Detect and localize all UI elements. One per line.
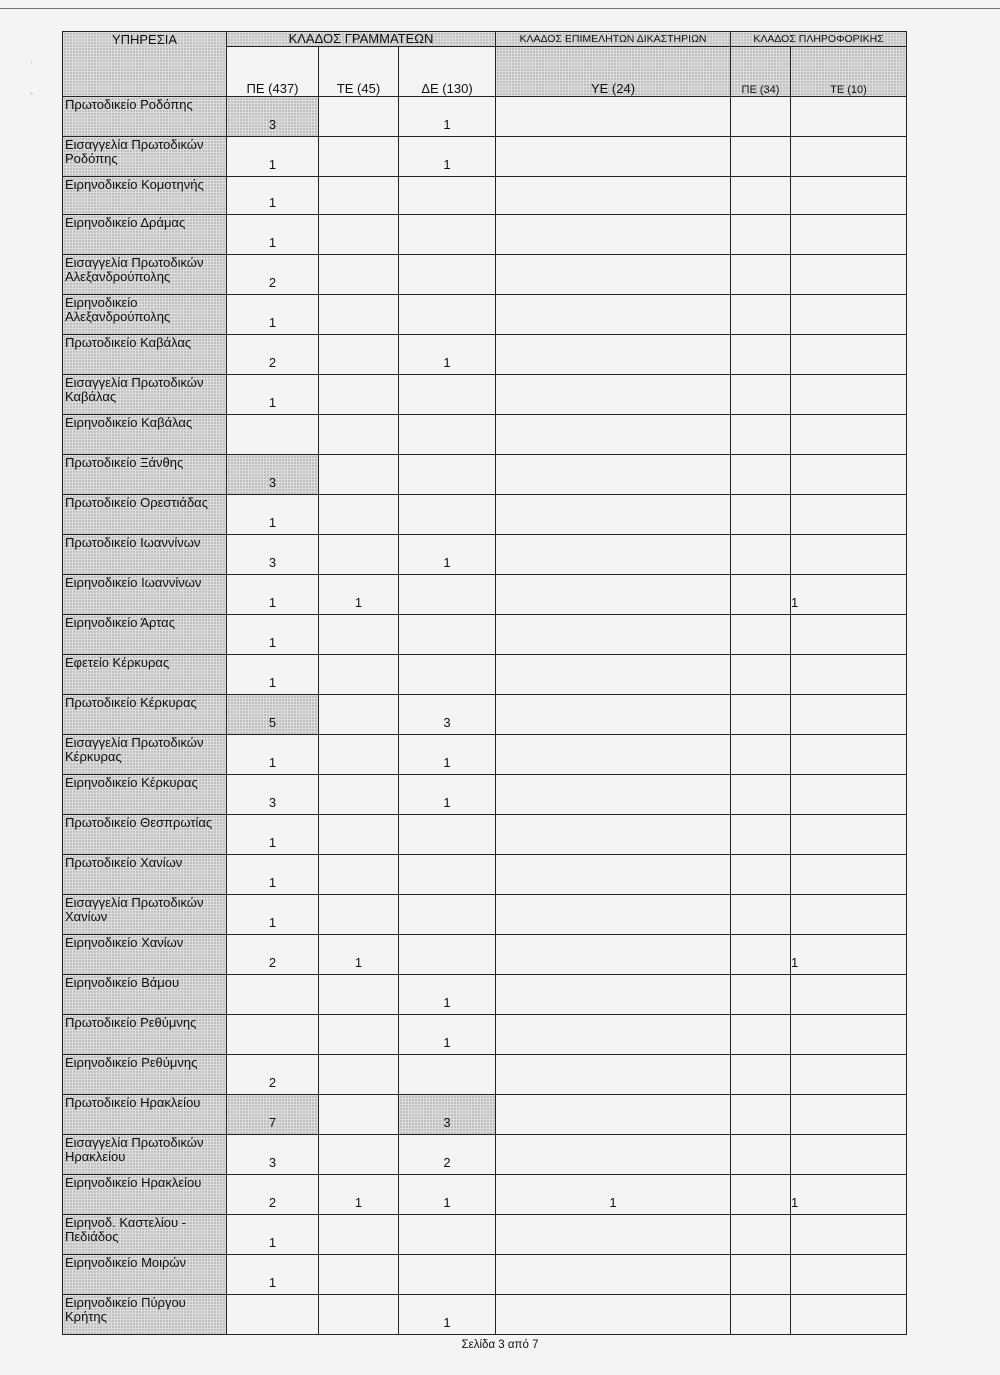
table-row <box>63 295 907 335</box>
cell-te <box>319 1295 399 1335</box>
row-service-name: Ειρηνοδικείο Καβάλας <box>63 415 227 455</box>
table-row <box>63 535 907 575</box>
cell-pe: 2 <box>227 935 319 975</box>
cell-te <box>319 495 399 535</box>
cell-pe: 1 <box>227 615 319 655</box>
cell-te <box>319 535 399 575</box>
row-service-name: Ειρηνοδ. Καστελίου - Πεδιάδος <box>63 1215 227 1255</box>
cell-te <box>319 1215 399 1255</box>
cell-it-te <box>791 895 907 935</box>
cell-de: 1 <box>399 97 496 137</box>
row-service-name: Ειρηνοδικείο Μοιρών <box>63 1255 227 1295</box>
table-row <box>63 735 907 775</box>
scan-mark: - <box>30 88 33 98</box>
row-service-name: Εισαγγελία Πρωτοδικών Αλεξανδρούπολης <box>63 255 227 295</box>
cell-ye <box>496 615 731 655</box>
cell-pe: 1 <box>227 575 319 615</box>
cell-te <box>319 215 399 255</box>
cell-te <box>319 695 399 735</box>
cell-it-pe: 1 <box>731 1175 791 1215</box>
table-row <box>63 975 907 1015</box>
row-service-name: Πρωτοδικείο Ρεθύμνης <box>63 1015 227 1055</box>
cell-ye <box>496 855 731 895</box>
cell-te <box>319 775 399 815</box>
row-service-name: Εφετείο Κέρκυρας <box>63 655 227 695</box>
cell-it-te <box>791 1055 907 1095</box>
cell-it-te <box>791 1295 907 1335</box>
cell-de <box>399 495 496 535</box>
cell-it-te <box>791 415 907 455</box>
row-service-name: Πρωτοδικείο Ξάνθης <box>63 455 227 495</box>
cell-it-pe <box>731 655 791 695</box>
cell-it-te <box>791 655 907 695</box>
cell-de <box>399 615 496 655</box>
cell-de: 1 <box>399 1295 496 1335</box>
row-service-name: Ειρηνοδικείο Ηρακλείου <box>63 1175 227 1215</box>
cell-de <box>399 815 496 855</box>
row-service-name: Πρωτοδικείο Ροδόπης <box>63 97 227 137</box>
cell-it-pe <box>731 1295 791 1335</box>
cell-te: 1 <box>319 1175 399 1215</box>
cell-ye <box>496 975 731 1015</box>
table-row <box>63 137 907 177</box>
cell-te <box>319 1135 399 1175</box>
row-service-name: Ειρηνοδικείο Δράμας <box>63 215 227 255</box>
cell-it-pe <box>731 215 791 255</box>
cell-ye <box>496 455 731 495</box>
cell-de <box>399 177 496 215</box>
table-row <box>63 1015 907 1055</box>
cell-de <box>399 295 496 335</box>
cell-te: 1 <box>319 575 399 615</box>
table-row <box>63 375 907 415</box>
header-group-secretaries: ΚΛΑΔΟΣ ΓΡΑΜΜΑΤΕΩΝ <box>227 32 496 47</box>
cell-pe: 1 <box>227 855 319 895</box>
cell-it-te <box>791 495 907 535</box>
cell-it-te <box>791 455 907 495</box>
cell-te <box>319 335 399 375</box>
header-col-it-pe: ΠΕ (34) <box>731 47 791 97</box>
header-col-te: ΤΕ (45) <box>319 47 399 97</box>
header-group-bailiffs: ΚΛΑΔΟΣ ΕΠΙΜΕΛΗΤΩΝ ΔΙΚΑΣΤΗΡΙΩΝ <box>496 32 731 47</box>
cell-pe: 1 <box>227 1255 319 1295</box>
cell-de <box>399 255 496 295</box>
header-col-ye: ΥΕ (24) <box>496 47 731 97</box>
cell-it-pe <box>731 375 791 415</box>
cell-it-te <box>791 695 907 735</box>
cell-de: 1 <box>399 975 496 1015</box>
cell-it-te <box>791 615 907 655</box>
cell-it-pe <box>731 177 791 215</box>
cell-it-te <box>791 335 907 375</box>
cell-pe: 1 <box>227 735 319 775</box>
row-service-name: Ειρηνοδικείο Ιωαννίνων <box>63 575 227 615</box>
cell-pe: 5 <box>227 695 319 735</box>
row-service-name: Ειρηνοδικείο Αλεξανδρούπολης <box>63 295 227 335</box>
table-row <box>63 415 907 455</box>
cell-de <box>399 1055 496 1095</box>
row-service-name: Ειρηνοδικείο Ρεθύμνης <box>63 1055 227 1095</box>
cell-te <box>319 1095 399 1135</box>
row-service-name: Εισαγγελία Πρωτοδικών Ροδόπης <box>63 137 227 177</box>
cell-te <box>319 815 399 855</box>
cell-de: 1 <box>399 335 496 375</box>
cell-it-te <box>791 935 907 975</box>
cell-te <box>319 655 399 695</box>
cell-te: 1 <box>319 935 399 975</box>
row-service-name: Πρωτοδικείο Θεσπρωτίας <box>63 815 227 855</box>
cell-it-pe <box>731 1255 791 1295</box>
cell-te <box>319 735 399 775</box>
cell-it-te <box>791 1095 907 1135</box>
cell-ye <box>496 735 731 775</box>
cell-de <box>399 375 496 415</box>
cell-ye <box>496 815 731 855</box>
cell-it-pe <box>731 495 791 535</box>
cell-pe: 1 <box>227 177 319 215</box>
cell-te <box>319 895 399 935</box>
cell-it-te <box>791 815 907 855</box>
table-row <box>63 255 907 295</box>
row-service-name: Ειρηνοδικείο Άρτας <box>63 615 227 655</box>
page-top-rule <box>0 8 1000 9</box>
table-row <box>63 215 907 255</box>
cell-it-te <box>791 775 907 815</box>
cell-ye <box>496 335 731 375</box>
cell-pe: 1 <box>227 215 319 255</box>
cell-it-te <box>791 1135 907 1175</box>
cell-ye <box>496 215 731 255</box>
cell-ye <box>496 935 731 975</box>
cell-de <box>399 415 496 455</box>
cell-it-te <box>791 215 907 255</box>
cell-it-pe <box>731 97 791 137</box>
cell-it-pe <box>731 1215 791 1255</box>
cell-pe <box>227 1295 319 1335</box>
cell-it-pe <box>731 255 791 295</box>
cell-de: 1 <box>399 735 496 775</box>
cell-de: 1 <box>399 775 496 815</box>
cell-pe: 3 <box>227 775 319 815</box>
cell-de <box>399 935 496 975</box>
cell-te <box>319 97 399 137</box>
cell-pe: 1 <box>227 375 319 415</box>
table-row <box>63 575 907 615</box>
cell-ye <box>496 1055 731 1095</box>
row-service-name: Πρωτοδικείο Καβάλας <box>63 335 227 375</box>
cell-it-te <box>791 375 907 415</box>
cell-it-te <box>791 575 907 615</box>
row-service-name: Εισαγγελία Πρωτοδικών Χανίων <box>63 895 227 935</box>
header-col-it-te: ΤΕ (10) <box>791 47 907 97</box>
table-row <box>63 335 907 375</box>
cell-it-pe <box>731 137 791 177</box>
table-row <box>63 695 907 735</box>
cell-de <box>399 575 496 615</box>
cell-pe: 7 <box>227 1095 319 1135</box>
row-service-name: Ειρηνοδικείο Χανίων <box>63 935 227 975</box>
cell-ye <box>496 1095 731 1135</box>
table-row <box>63 935 907 975</box>
cell-de <box>399 215 496 255</box>
cell-ye <box>496 1135 731 1175</box>
row-service-name: Πρωτοδικείο Κέρκυρας <box>63 695 227 735</box>
row-service-name: Ειρηνοδικείο Κέρκυρας <box>63 775 227 815</box>
cell-de: 1 <box>399 137 496 177</box>
cell-ye <box>496 177 731 215</box>
cell-pe: 3 <box>227 455 319 495</box>
cell-ye <box>496 775 731 815</box>
row-service-name: Ειρηνοδικείο Κομοτηνής <box>63 177 227 215</box>
cell-it-te <box>791 1015 907 1055</box>
cell-it-te <box>791 97 907 137</box>
table-row <box>63 455 907 495</box>
row-service-name: Εισαγγελία Πρωτοδικών Καβάλας <box>63 375 227 415</box>
cell-de <box>399 855 496 895</box>
header-service: ΥΠΗΡΕΣΙΑ <box>63 32 227 97</box>
cell-ye <box>496 97 731 137</box>
cell-it-pe: 1 <box>731 575 791 615</box>
cell-te <box>319 415 399 455</box>
scan-mark: · <box>30 57 33 67</box>
cell-te <box>319 455 399 495</box>
cell-pe: 1 <box>227 495 319 535</box>
table-row <box>63 1055 907 1095</box>
cell-te <box>319 615 399 655</box>
cell-ye: 1 <box>496 1175 731 1215</box>
cell-ye <box>496 375 731 415</box>
cell-pe: 2 <box>227 1055 319 1095</box>
cell-de <box>399 1215 496 1255</box>
cell-it-pe <box>731 735 791 775</box>
cell-it-pe <box>731 815 791 855</box>
cell-pe: 1 <box>227 815 319 855</box>
header-col-de: ΔΕ (130) <box>399 47 496 97</box>
table-row <box>63 177 907 215</box>
cell-it-pe <box>731 975 791 1015</box>
cell-te <box>319 1015 399 1055</box>
cell-ye <box>496 255 731 295</box>
cell-it-pe: 1 <box>731 935 791 975</box>
cell-it-te <box>791 535 907 575</box>
cell-it-pe <box>731 1135 791 1175</box>
cell-ye <box>496 1255 731 1295</box>
cell-it-pe <box>731 335 791 375</box>
row-service-name: Πρωτοδικείο Ηρακλείου <box>63 1095 227 1135</box>
cell-pe: 2 <box>227 1175 319 1215</box>
table-row <box>63 1255 907 1295</box>
cell-te <box>319 375 399 415</box>
cell-pe: 1 <box>227 137 319 177</box>
cell-ye <box>496 495 731 535</box>
cell-it-te <box>791 255 907 295</box>
cell-it-pe <box>731 1095 791 1135</box>
header-col-pe: ΠΕ (437) <box>227 47 319 97</box>
cell-pe: 2 <box>227 335 319 375</box>
cell-te <box>319 137 399 177</box>
cell-it-te <box>791 137 907 177</box>
vacancies-table <box>62 31 907 1335</box>
row-service-name: Ειρηνοδικείο Πύργου Κρήτης <box>63 1295 227 1335</box>
cell-it-te <box>791 1175 907 1215</box>
table-row <box>63 1135 907 1175</box>
table-row <box>63 1295 907 1335</box>
cell-ye <box>496 575 731 615</box>
cell-de: 1 <box>399 535 496 575</box>
cell-it-te <box>791 735 907 775</box>
row-service-name: Εισαγγελία Πρωτοδικών Κέρκυρας <box>63 735 227 775</box>
cell-it-pe <box>731 775 791 815</box>
cell-pe: 2 <box>227 255 319 295</box>
row-service-name: Πρωτοδικείο Ιωαννίνων <box>63 535 227 575</box>
cell-it-pe <box>731 455 791 495</box>
cell-it-pe <box>731 1015 791 1055</box>
cell-pe: 3 <box>227 97 319 137</box>
cell-de: 3 <box>399 695 496 735</box>
table-row <box>63 97 907 137</box>
row-service-name: Πρωτοδικείο Χανίων <box>63 855 227 895</box>
cell-it-te <box>791 855 907 895</box>
cell-te <box>319 295 399 335</box>
cell-te <box>319 255 399 295</box>
cell-it-pe <box>731 415 791 455</box>
cell-it-te <box>791 177 907 215</box>
cell-de: 1 <box>399 1175 496 1215</box>
row-service-name: Ειρηνοδικείο Βάμου <box>63 975 227 1015</box>
cell-ye <box>496 1215 731 1255</box>
cell-de <box>399 1255 496 1295</box>
cell-ye <box>496 1015 731 1055</box>
cell-de: 2 <box>399 1135 496 1175</box>
cell-pe: 3 <box>227 535 319 575</box>
cell-te <box>319 1055 399 1095</box>
cell-it-pe <box>731 535 791 575</box>
cell-pe: 1 <box>227 295 319 335</box>
cell-de <box>399 655 496 695</box>
row-service-name: Πρωτοδικείο Ορεστιάδας <box>63 495 227 535</box>
cell-pe: 1 <box>227 1215 319 1255</box>
cell-it-pe <box>731 615 791 655</box>
cell-ye <box>496 137 731 177</box>
cell-pe <box>227 975 319 1015</box>
page-number-footer: Σελίδα 3 από 7 <box>461 1339 539 1351</box>
cell-de <box>399 895 496 935</box>
cell-it-pe <box>731 295 791 335</box>
table-row <box>63 1095 907 1135</box>
cell-it-te <box>791 1255 907 1295</box>
cell-ye <box>496 415 731 455</box>
table-row <box>63 1175 907 1215</box>
cell-ye <box>496 655 731 695</box>
cell-ye <box>496 535 731 575</box>
cell-te <box>319 177 399 215</box>
table-row <box>63 815 907 855</box>
table-row <box>63 1215 907 1255</box>
cell-ye <box>496 695 731 735</box>
cell-te <box>319 855 399 895</box>
row-service-name: Εισαγγελία Πρωτοδικών Ηρακλείου <box>63 1135 227 1175</box>
cell-it-pe <box>731 695 791 735</box>
cell-it-te <box>791 975 907 1015</box>
cell-de <box>399 455 496 495</box>
cell-te <box>319 975 399 1015</box>
table-row <box>63 895 907 935</box>
cell-pe <box>227 415 319 455</box>
cell-it-te <box>791 1215 907 1255</box>
cell-it-pe <box>731 895 791 935</box>
cell-ye <box>496 1295 731 1335</box>
cell-de: 3 <box>399 1095 496 1135</box>
cell-de: 1 <box>399 1015 496 1055</box>
cell-it-pe <box>731 1055 791 1095</box>
table-row <box>63 495 907 535</box>
cell-pe: 1 <box>227 655 319 695</box>
cell-te <box>319 1255 399 1295</box>
cell-it-te <box>791 295 907 335</box>
table-row <box>63 655 907 695</box>
table-row <box>63 615 907 655</box>
cell-ye <box>496 895 731 935</box>
table-row <box>63 775 907 815</box>
cell-pe: 3 <box>227 1135 319 1175</box>
header-group-it: ΚΛΑΔΟΣ ΠΛΗΡΟΦΟΡΙΚΗΣ <box>731 32 907 47</box>
table-row <box>63 855 907 895</box>
cell-pe: 1 <box>227 895 319 935</box>
cell-pe <box>227 1015 319 1055</box>
cell-ye <box>496 295 731 335</box>
cell-it-pe <box>731 855 791 895</box>
